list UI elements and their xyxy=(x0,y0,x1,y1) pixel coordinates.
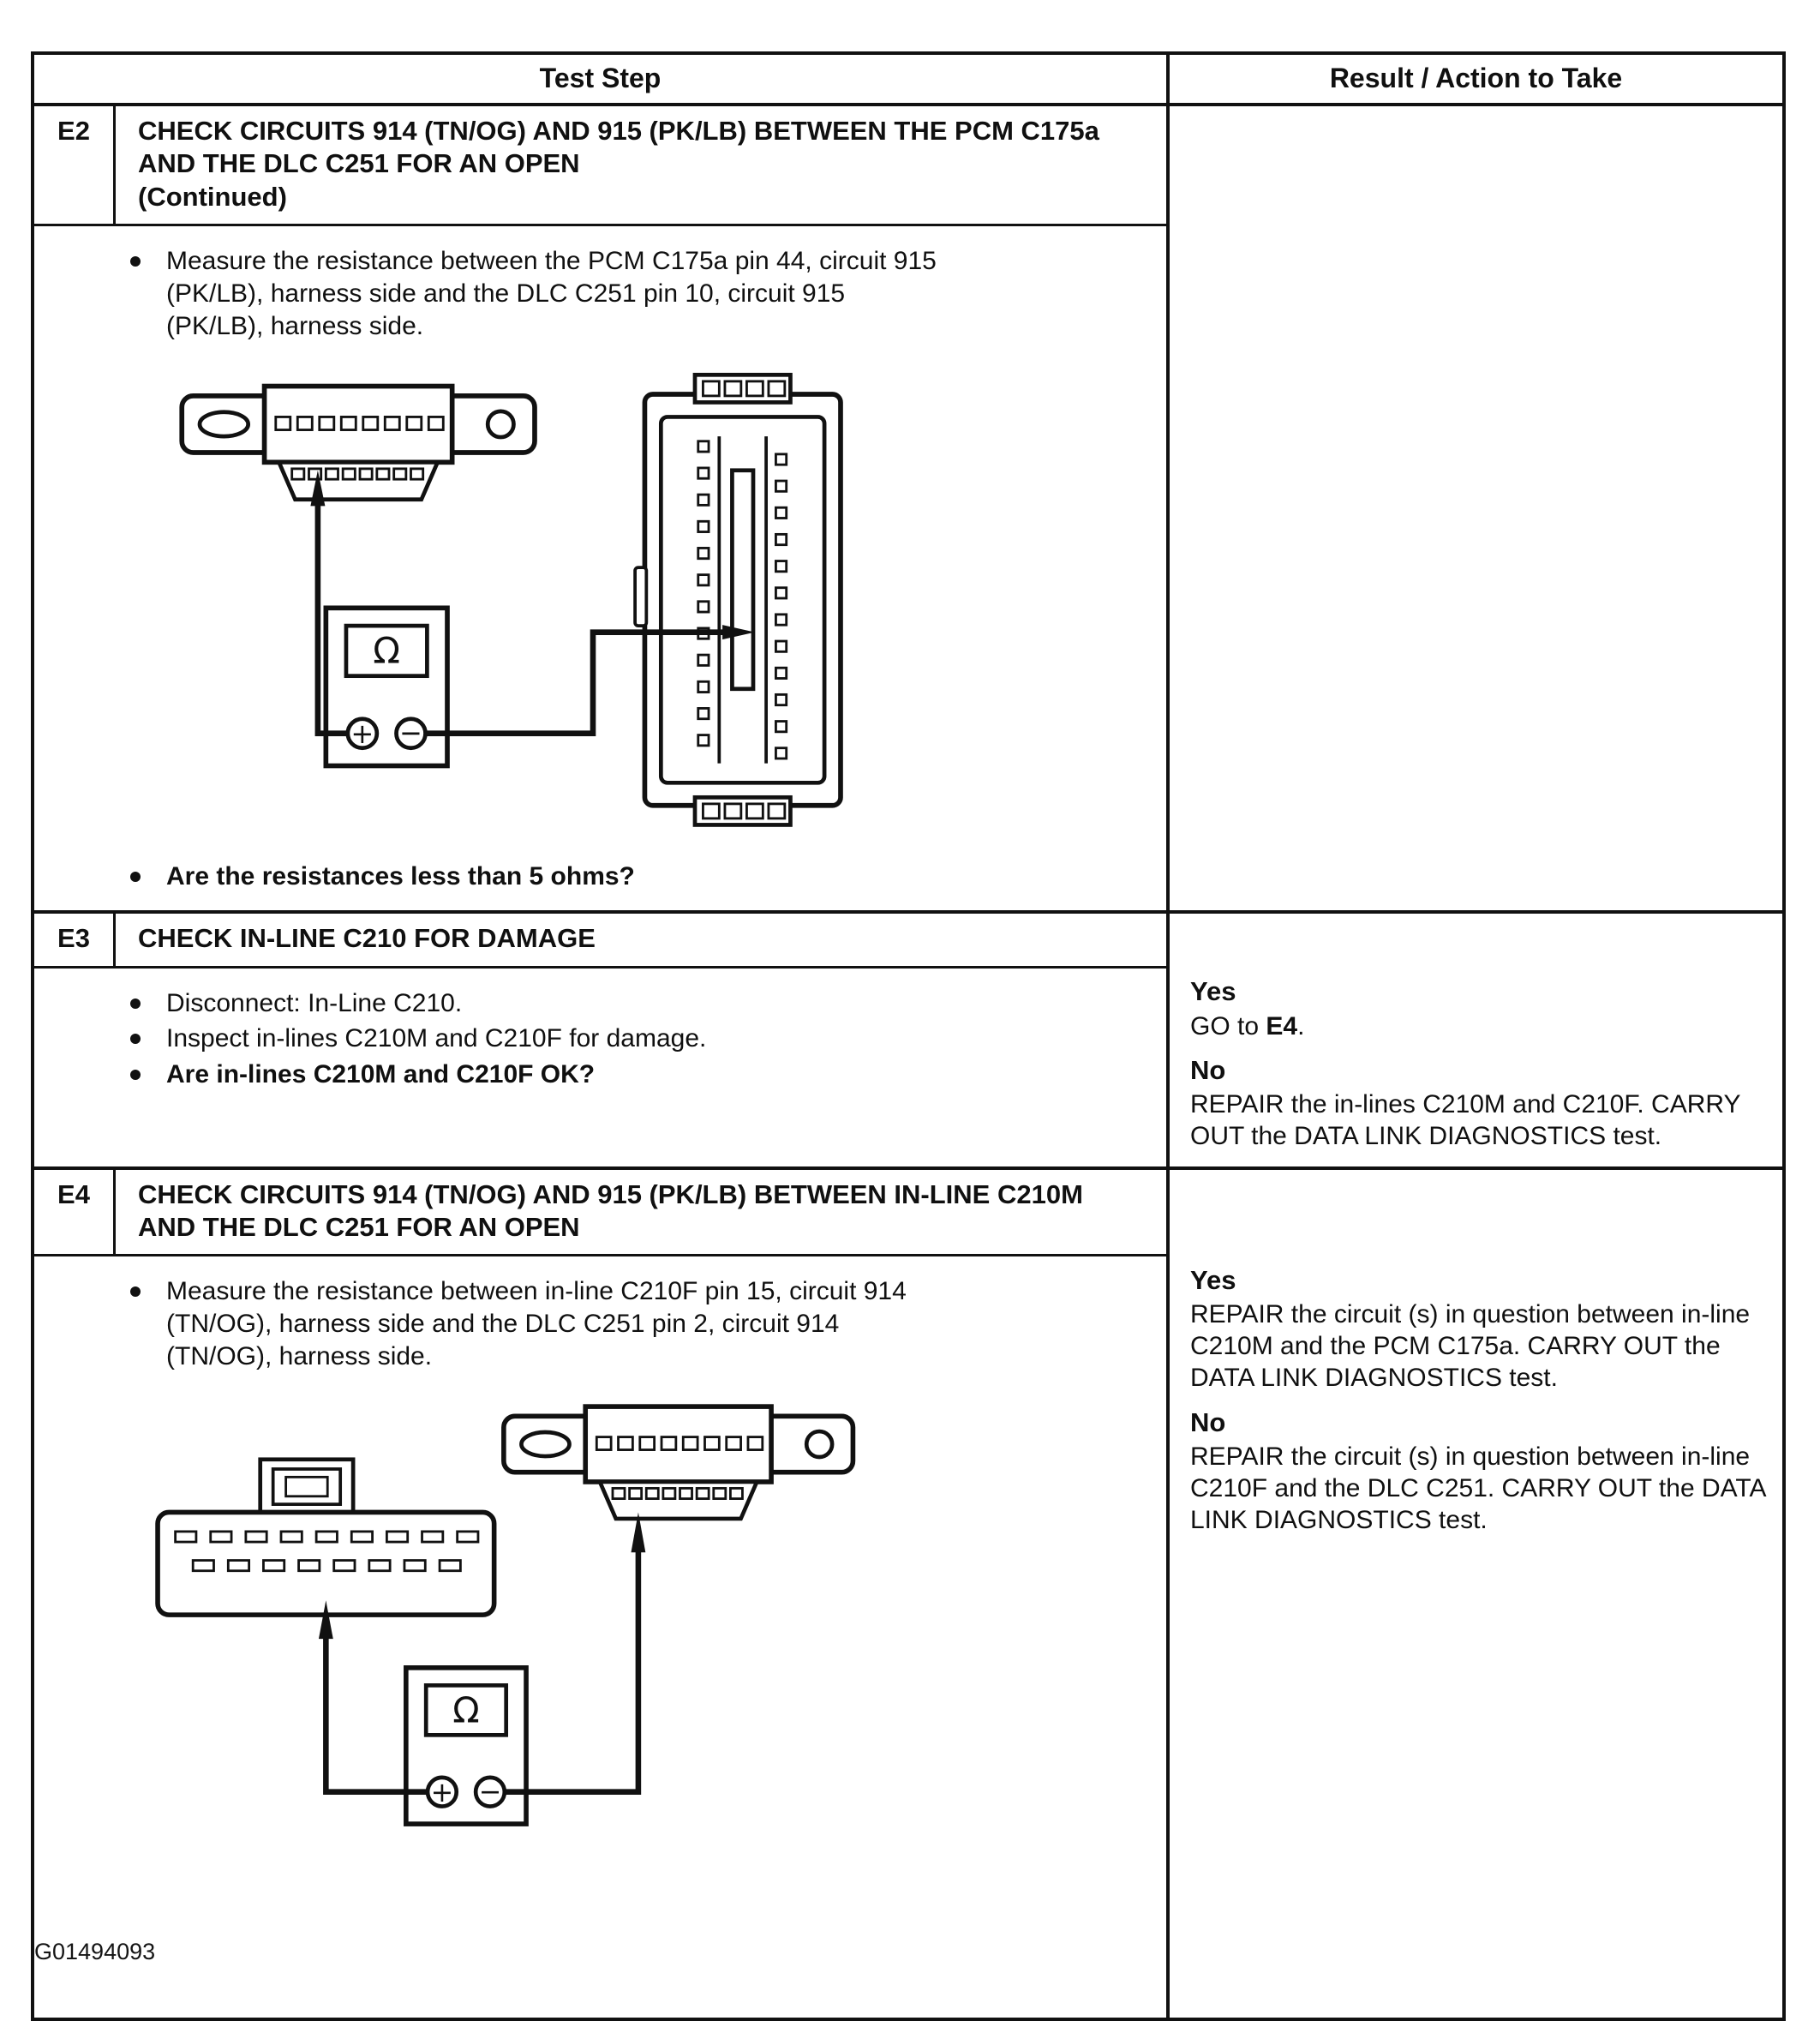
e2-instruction-bullet xyxy=(55,245,1137,342)
e3-no-action: REPAIR the in-lines C210M and C210F. CARRY OUT the DATA LINK DIAGNOSTICS test. xyxy=(1190,1090,1740,1151)
e4-yes-action: REPAIR the circuit (s) in question between in-line C210M and the PCM C175a. CARRY OUT the DATA LINK DIAGNOSTICS test. xyxy=(1190,1300,1751,1393)
e3-yes-action-target: E4 xyxy=(1266,1011,1298,1040)
e2-wiring-diagram xyxy=(156,365,884,851)
e2-result-cell xyxy=(1168,105,1784,912)
e2-step-title xyxy=(116,106,1166,224)
e4-title-band xyxy=(34,1170,1166,1257)
e3-step-cell xyxy=(33,912,1168,1167)
e3-step-content xyxy=(34,969,1166,1126)
e3-instruction-text-2: Inspect in-lines C210M and C210F for damage. xyxy=(166,1024,707,1053)
e3-instruction-bullet-2 xyxy=(55,1022,1137,1055)
mounting-hole-oval xyxy=(200,411,248,435)
mounting-hole-round xyxy=(488,411,513,437)
e2-step-content xyxy=(34,226,1166,910)
plus-terminal-label: + xyxy=(430,1777,454,1808)
e3-step-id: E3 xyxy=(34,914,116,965)
bullet-dot xyxy=(130,872,141,882)
e2-step-title-text: CHECK CIRCUITS 914 (TN/OG) AND 915 (PK/LB) BETWEEN THE PCM C175a AND THE DLC C251 FOR AN OPEN xyxy=(138,116,1099,179)
e3-question-bullet xyxy=(55,1058,1137,1091)
pcm-connector-diagram xyxy=(635,375,841,825)
e4-step-cell xyxy=(33,1168,1168,2020)
table-header-row xyxy=(33,53,1784,105)
column-header-result: Result / Action to Take xyxy=(1168,53,1784,105)
test-row-e4 xyxy=(33,1168,1784,2020)
e4-step-title: CHECK CIRCUITS 914 (TN/OG) AND 915 (PK/LB) BETWEEN IN-LINE C210M AND THE DLC C251 FOR AN OPEN xyxy=(138,1178,1083,1243)
e2-instruction-text: Measure the resistance between the PCM C175a pin 44, circuit 915 (PK/LB), harness side and the DLC C251 pin 10, circuit 915 (PK/LB), harness side. xyxy=(166,247,937,340)
e2-step-title-note: (Continued) xyxy=(138,181,287,212)
ohm-symbol: Ω xyxy=(373,629,401,672)
e4-no-action: REPAIR the circuit (s) in question between in-line C210F and the DLC C251. CARRY OUT the DATA LINK DIAGNOSTICS test. xyxy=(1190,1442,1765,1535)
e3-yes-label: Yes xyxy=(1190,976,1236,1007)
mounting-hole-round xyxy=(806,1431,832,1457)
e4-wiring-diagram xyxy=(134,1395,871,1876)
bullet-dot xyxy=(130,256,141,267)
bullet-dot xyxy=(130,1286,141,1297)
column-header-test-step: Test Step xyxy=(33,53,1168,105)
e3-yes-action-suffix: . xyxy=(1297,1011,1305,1040)
e4-instruction-bullet xyxy=(55,1275,1137,1372)
ohmmeter xyxy=(406,1668,526,1824)
dlc-connector-diagram xyxy=(182,386,535,499)
bullet-dot xyxy=(130,999,141,1009)
e3-yes-action-prefix: GO to xyxy=(1190,1011,1266,1040)
mounting-hole-oval xyxy=(521,1432,569,1456)
e4-step-id: E4 xyxy=(34,1170,116,1255)
e3-no-label: No xyxy=(1190,1054,1226,1085)
e3-title-band xyxy=(34,914,1166,968)
e4-result-cell xyxy=(1168,1168,1784,2020)
e4-yes-label: Yes xyxy=(1190,1264,1236,1295)
test-row-e2 xyxy=(33,105,1784,912)
e4-no-label: No xyxy=(1190,1406,1226,1437)
plus-terminal-label: + xyxy=(350,717,374,750)
e2-step-id: E2 xyxy=(34,106,116,224)
e2-title-band xyxy=(34,106,1166,226)
e3-result-body xyxy=(1170,914,1782,1166)
figure-code: G01494093 xyxy=(34,1939,156,1964)
test-row-e3 xyxy=(33,912,1784,1167)
ohm-symbol: Ω xyxy=(452,1689,480,1731)
e3-question-text: Are in-lines C210M and C210F OK? xyxy=(166,1060,596,1089)
minus-terminal-label: − xyxy=(478,1776,502,1808)
dlc-connector-diagram xyxy=(504,1406,853,1519)
inline-connector-diagram xyxy=(158,1460,494,1615)
e3-yes-action xyxy=(1190,1010,1767,1042)
pinpoint-test-table xyxy=(31,51,1786,2021)
bullet-dot xyxy=(130,1070,141,1080)
bullet-dot xyxy=(130,1034,141,1044)
e4-step-content xyxy=(34,1256,1166,2018)
e3-instruction-text-1: Disconnect: In-Line C210. xyxy=(166,988,463,1017)
minus-terminal-label: − xyxy=(399,716,422,749)
e3-result-cell xyxy=(1168,912,1784,1167)
e2-question-text: Are the resistances less than 5 ohms? xyxy=(166,862,635,891)
e3-step-title: CHECK IN-LINE C210 FOR DAMAGE xyxy=(138,923,596,954)
e3-instruction-bullet-1 xyxy=(55,987,1137,1020)
service-manual-page xyxy=(31,51,1786,2021)
e4-result-body xyxy=(1170,1170,1782,1550)
e2-step-cell xyxy=(33,105,1168,912)
ohmmeter xyxy=(326,608,447,765)
e2-question-bullet xyxy=(55,861,1137,893)
e4-instruction-text: Measure the resistance between in-line C210F pin 15, circuit 914 (TN/OG), harness side and the DLC C251 pin 2, circuit 914 (TN/OG), harness side. xyxy=(166,1277,907,1371)
